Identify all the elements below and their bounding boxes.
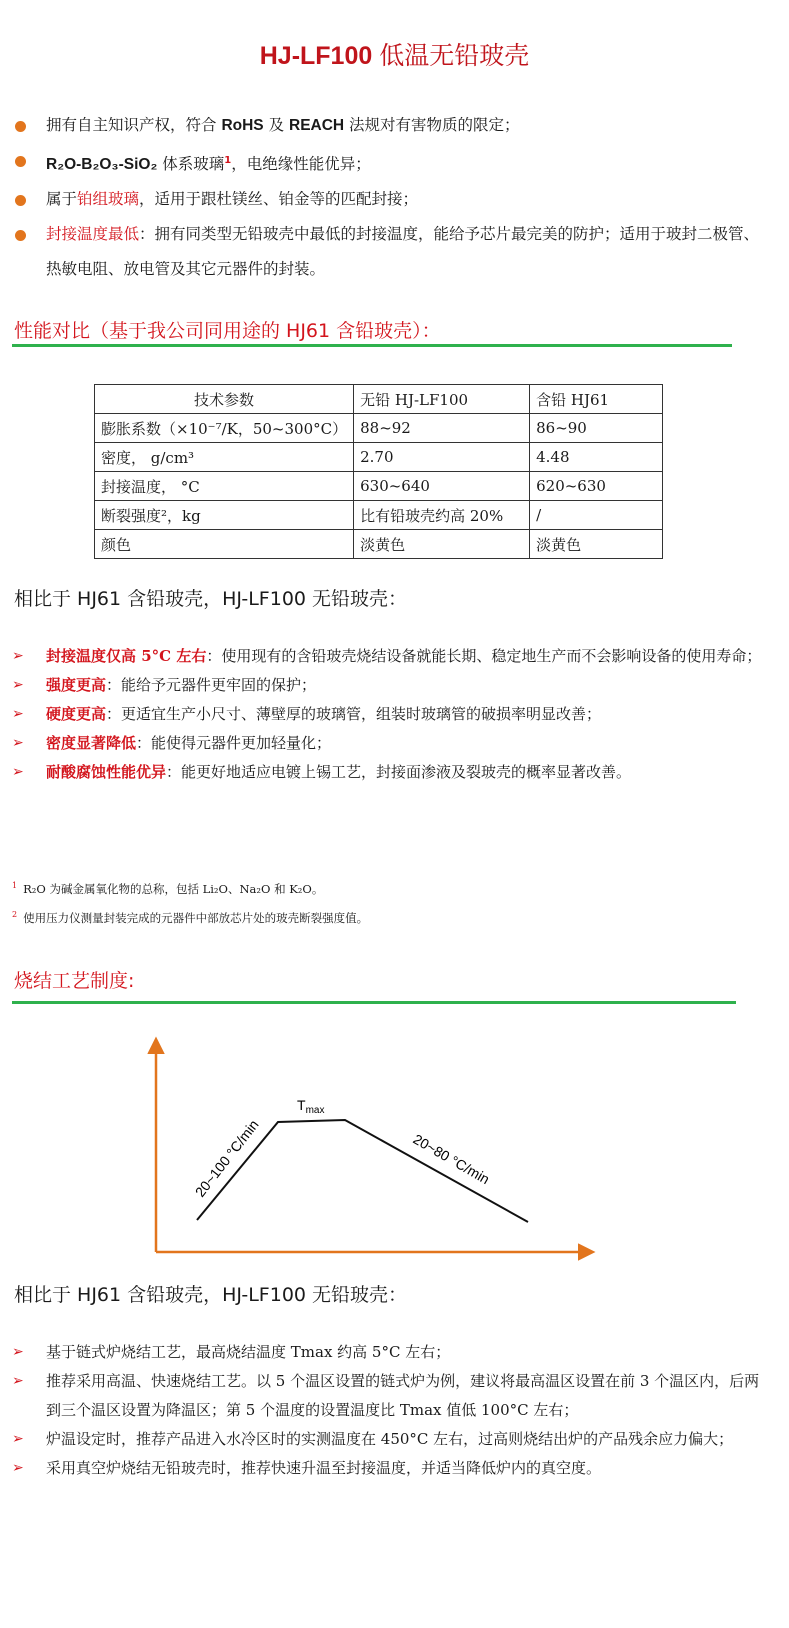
table-header-cell: 技术参数	[95, 385, 354, 414]
table-row	[95, 501, 663, 530]
list-item	[12, 642, 772, 671]
advantage-text: ：使用现有的含铅玻壳烧结设备就能长期、稳定地生产而不会影响设备的使用寿命；	[206, 647, 762, 665]
table-cell: 密度， g/cm³	[95, 443, 354, 472]
arrow-bullet-icon: ➢	[12, 648, 24, 664]
process-list	[12, 1338, 772, 1483]
feature-text: 属于	[46, 190, 78, 209]
sinter-section-title: 烧结工艺制度:	[14, 970, 135, 992]
footnote-mark: 2	[12, 909, 18, 919]
arrow-bullet-icon: ➢	[12, 1431, 24, 1447]
table-cell: 88~92	[354, 414, 530, 443]
feature-text: ，电绝缘性能优异；	[231, 155, 371, 174]
table-cell: /	[530, 501, 663, 530]
section-divider	[12, 1001, 736, 1004]
feature-text: 法规对有害物质的限定；	[344, 116, 520, 134]
page-title	[0, 36, 789, 72]
table-cell: 淡黄色	[530, 530, 663, 559]
comparison-table	[94, 384, 663, 559]
feature-text: ，适用于跟杜镁丝、铂金等的匹配封接；	[139, 190, 419, 209]
arrow-bullet-icon: ➢	[12, 677, 24, 693]
table-cell: 断裂强度²，kg	[95, 501, 354, 530]
arrow-bullet-icon: ➢	[12, 1344, 24, 1360]
cooling-rate-label: 20~80 °C/min	[410, 1130, 493, 1188]
list-item	[12, 671, 772, 700]
advantage-key: 密度显著降低	[46, 734, 137, 752]
feature-text: ：拥有同类型无铅玻壳中最低的封接温度，能给予芯片最完美的防护；适用于玻封二极管、热敏电阻、放电管及其它元器件的封装。	[46, 225, 760, 279]
table-body	[95, 414, 663, 559]
footnote	[12, 902, 368, 931]
feature-item	[12, 182, 767, 217]
bullet-dot-icon	[15, 230, 26, 241]
table-cell: 620~630	[530, 472, 663, 501]
feature-text: 封接温度最低	[46, 225, 140, 244]
advantages-heading: 相比于 HJ61 含铅玻壳，HJ-LF100 无铅玻壳：	[14, 588, 408, 610]
list-item	[12, 729, 772, 758]
list-item	[12, 1367, 772, 1425]
feature-item	[12, 217, 767, 287]
table-row	[95, 472, 663, 501]
advantage-key: 封接温度仅高 5°C 左右	[46, 647, 207, 665]
arrow-bullet-icon: ➢	[12, 1373, 24, 1389]
header-lf100: 无铅 HJ-LF100	[360, 390, 469, 409]
table-header-cell	[530, 385, 663, 414]
footnote-text: R₂O 为碱金属氧化物的总称，包括 Li₂O、Na₂O 和 K₂O。	[23, 881, 324, 896]
table-cell: 封接温度， °C	[95, 472, 354, 501]
compare-section-title: 性能对比（基于我公司同用途的 HJ61 含铅玻壳）：	[14, 320, 441, 342]
table-row	[95, 530, 663, 559]
feature-item	[12, 108, 767, 143]
table-row	[95, 443, 663, 472]
table-cell: 2.70	[354, 443, 530, 472]
sintering-profile-chart	[140, 1030, 610, 1265]
list-item	[12, 758, 772, 787]
section-divider	[12, 344, 732, 347]
footnotes	[12, 873, 368, 931]
list-item	[12, 1425, 772, 1454]
feature-item	[12, 143, 767, 182]
arrow-bullet-icon: ➢	[12, 735, 24, 751]
arrow-bullet-icon: ➢	[12, 1460, 24, 1476]
footnote	[12, 873, 368, 902]
table-cell: 比有铅玻壳约高 20%	[354, 501, 530, 530]
footnote-mark: 1	[12, 881, 18, 890]
feature-text: 铂组玻璃	[77, 190, 140, 209]
advantage-text: ：能给予元器件更牢固的保护；	[106, 676, 317, 694]
table-cell: 颜色	[95, 530, 354, 559]
advantage-key: 耐酸腐蚀性能优异	[46, 763, 167, 781]
process-text: 炉温设定时，推荐产品进入水冷区时的实测温度在 450°C 左右，过高则烧结出炉的产品残余应力偏大；	[46, 1430, 734, 1448]
arrow-bullet-icon: ➢	[12, 764, 24, 780]
table-cell: 淡黄色	[354, 530, 530, 559]
feature-list	[12, 108, 767, 287]
arrow-bullet-icon: ➢	[12, 706, 24, 722]
table-row	[95, 414, 663, 443]
list-item	[12, 1338, 772, 1367]
table-cell: 630~640	[354, 472, 530, 501]
feature-text: REACH	[289, 117, 345, 134]
advantage-text: ：能更好地适应电镀上锡工艺，封接面渗液及裂玻壳的概率显著改善。	[166, 763, 632, 781]
heating-rate-label: 20~100 °C/min	[191, 1116, 262, 1200]
footnote-ref: 1	[224, 155, 232, 166]
advantage-key: 强度更高	[46, 676, 107, 694]
header-hj61: 含铅 HJ61	[536, 390, 610, 409]
list-item	[12, 700, 772, 729]
footnote-text: 使用压力仪测量封装完成的元器件中部放芯片处的玻壳断裂强度值。	[23, 910, 369, 925]
advantage-text: ：能使得元器件更加轻量化；	[136, 734, 332, 752]
process-heading: 相比于 HJ61 含铅玻壳，HJ-LF100 无铅玻壳：	[14, 1284, 408, 1306]
table-header-cell	[354, 385, 530, 414]
feature-text: 及	[263, 116, 289, 134]
table-header-row	[95, 385, 663, 414]
product-code: HJ-LF100	[259, 42, 373, 70]
feature-text: R₂O-B₂O₃-SiO₂	[46, 156, 158, 174]
process-text: 采用真空炉烧结无铅玻壳时，推荐快速升温至封接温度，并适当降低炉内的真空度。	[46, 1459, 602, 1477]
table-cell: 膨胀系数（×10⁻⁷/K，50~300°C）	[95, 414, 354, 443]
process-text: 基于链式炉烧结工艺，最高烧结温度 Tmax 约高 5°C 左右；	[46, 1343, 451, 1361]
advantages-list	[12, 642, 772, 787]
advantage-text: ：更适宜生产小尺寸、薄壁厚的玻璃管，组装时玻璃管的破损率明显改善；	[106, 705, 602, 723]
table-cell: 4.48	[530, 443, 663, 472]
advantage-key: 硬度更高	[46, 705, 107, 723]
feature-text: RoHS	[221, 117, 264, 134]
bullet-dot-icon	[15, 195, 26, 206]
list-item	[12, 1454, 772, 1483]
feature-text: 拥有自主知识产权，符合	[46, 116, 222, 134]
table-cell: 86~90	[530, 414, 663, 443]
product-name: 低温无铅玻壳	[379, 41, 530, 70]
bullet-dot-icon	[15, 121, 26, 132]
process-text: 推荐采用高温、快速烧结工艺。以 5 个温区设置的链式炉为例，建议将最高温区设置在前 3 个温区内，后两到三个温区设置为降温区；第 5 个温度的设置温度比 Tmax 值低 100°C 左右；	[46, 1372, 760, 1419]
tmax-label: $T_{max}$	[297, 1097, 325, 1116]
feature-text: 体系玻璃	[157, 155, 225, 174]
bullet-dot-icon	[15, 156, 26, 167]
